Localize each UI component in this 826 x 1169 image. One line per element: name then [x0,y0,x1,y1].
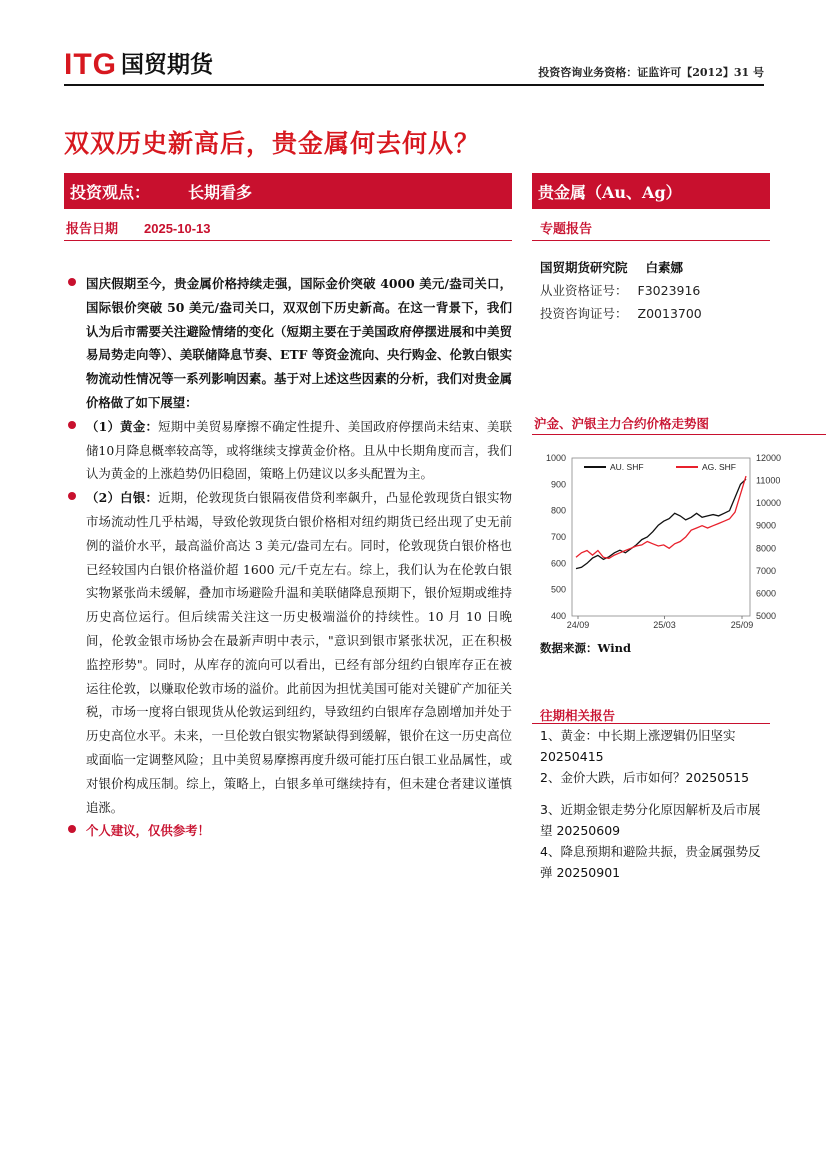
left-axis-tick-label: 500 [550,584,566,595]
sector-label: 贵金属（Au、Ag） [538,182,682,202]
silver-heading: （2）白银： [86,490,159,506]
related-report-item[interactable]: 4、降息预期和避险共振，贵金属强势反弹 20250901 [540,844,761,880]
author-name: 白素娜 [645,260,684,275]
company-logo [64,48,213,82]
x-axis-tick-label: 25/03 [653,620,676,630]
related-reports-list [540,725,770,883]
right-axis-tick-label: 6000 [756,588,777,599]
cert1-row [540,279,702,302]
related-report-item[interactable]: 1、黄金：中长期上涨逻辑仍旧坚实 20250415 [540,728,736,764]
institute: 国贸期货研究院 [540,260,628,275]
summary-text: 国庆假期至今，贵金属价格持续走强，国际金价突破 4000 美元/盎司关口，国际银价突破 50 美元/盎司关口，双双创下历史新高。在这一背景下，我们认为后市需要关注避险情绪的变化（短期主要在于美国政府停摆进展和中美贸易局势走向等）、美联储降息节奏、ETF 等资金流向、央行购金、伦敦白银实物流动性情况等一系列影响因素。基于对上述这些因素的分析，我们对贵金属价格做了如下展望： [86,276,512,410]
right-axis-tick-label: 9000 [756,520,777,531]
view-label: 投资观点： [70,182,151,202]
gold-heading: （1）黄金： [86,418,159,434]
legend-label: AG. SHF [702,462,737,472]
logo-cn: 国贸期货 [121,52,213,78]
advice-line [64,819,512,843]
series-line-silver [576,476,746,558]
left-axis-tick-label: 700 [550,532,566,542]
chart-title: 沪金、沪银主力合约价格走势图 [534,416,710,431]
data-source: 数据来源：Wind [540,641,631,655]
left-axis-tick-label: 800 [550,505,566,516]
report-title: 双双历史新高后，贵金属何去何从？ [64,129,481,158]
view-bar [64,173,512,209]
report-date-value: 2025-10-13 [144,221,211,236]
related-reports-title: 往期相关报告 [540,708,616,723]
license-text: 投资咨询业务资格：证监许可【2012】31 号 [538,66,764,79]
silver-text: 近期，伦敦现货白银隔夜借贷利率飙升，凸显伦敦现货白银实物市场流动性几乎枯竭，导致伦敦现货白银价格相对纽约期货已经出现了史无前例的溢价水平，最高溢价高达 3 美元/盎司左右。同时，伦敦现货白银价格也已经较国内白银价格溢价超 1600 元/千克左右。综上，我们认为在伦敦白银实物紧张尚未缓解，叠加市场避险升温和美联储降息预期下，银价短期或维持历史高位运行。但后续需关注这一历史极端溢价的持续性。10 月 10 日晚间，伦敦金银市场协会在最新声明中表示，"意识到银市紧张状况，正在积极监控形势"。同时，从库存的流向可以看出，已经有部分纽约白银库存正在被运往伦敦，以赚取伦敦市场的溢价。此前因为担忧美国可能对关键矿产加征关税，市场一度将白银现货从伦敦运到纽约，导致纽约白银库存急剧增加并处于历史高位水平。未来，一旦伦敦白银实物紧缺得到缓解，银价在这一历史高位或面临一定调整风险；且中美贸易摩擦再度升级可能打压白银工业品属性，或对银价构成压制。综上，策略上，白银多单可继续持有，但未建仓者建议谨慎追涨。 [86,490,513,815]
right-axis-tick-label: 8000 [756,543,777,554]
main-content [64,272,512,843]
cert2-value: Z0013700 [637,306,702,321]
related-report-item[interactable]: 3、近期金银走势分化原因解析及后市展望 20250609 [540,802,761,838]
cert2-label: 投资咨询证号： [540,306,628,321]
author-block [540,256,702,325]
right-axis-tick-label: 5000 [756,611,777,621]
gold-paragraph [64,415,512,486]
x-axis-tick-label: 24/09 [566,620,590,630]
price-chart [534,436,784,632]
divider-right [532,240,770,241]
sector-bar [532,173,770,209]
cert2-row [540,302,702,325]
bullet-icon [68,825,76,833]
left-axis-tick-label: 900 [550,479,566,490]
view-value: 长期看多 [188,182,253,202]
legend-label: AU. SHF [610,462,644,472]
report-date [66,218,211,237]
right-axis-tick-label: 12000 [756,453,782,463]
silver-paragraph [64,486,512,819]
bullet-icon [68,421,76,429]
related-divider [532,723,770,724]
header-divider [64,84,764,86]
related-report-item[interactable]: 2、金价大跌，后市如何？20250515 [540,770,750,785]
left-axis-tick-label: 1000 [545,453,566,463]
cert1-value: F3023916 [637,283,701,298]
author-name-line [540,256,702,279]
divider-left [64,240,512,241]
chart-title-divider [532,434,826,435]
right-axis-tick-label: 10000 [756,498,782,509]
summary-paragraph [64,272,512,415]
right-axis-tick-label: 7000 [756,565,777,576]
bullet-icon [68,278,76,286]
report-type: 专题报告 [540,222,593,237]
left-axis-tick-label: 600 [550,558,566,569]
gold-text: 短期中美贸易摩擦不确定性提升、美国政府停摆尚未结束、美联储10月降息概率较高等，或将继续支撑黄金价格。且从中长期角度而言，我们认为黄金的上涨趋势仍旧稳固，策略上仍建议以多头配置为主。 [86,418,513,482]
logo-en: ITG [64,48,117,81]
plot-frame [572,458,750,616]
advice-text: 个人建议，仅供参考！ [86,823,210,839]
report-date-label: 报告日期 [66,222,119,237]
x-axis-tick-label: 25/09 [730,620,754,630]
left-axis-tick-label: 400 [550,611,566,621]
cert1-label: 从业资格证号： [540,283,628,298]
bullet-icon [68,492,76,500]
right-axis-tick-label: 11000 [756,475,781,486]
